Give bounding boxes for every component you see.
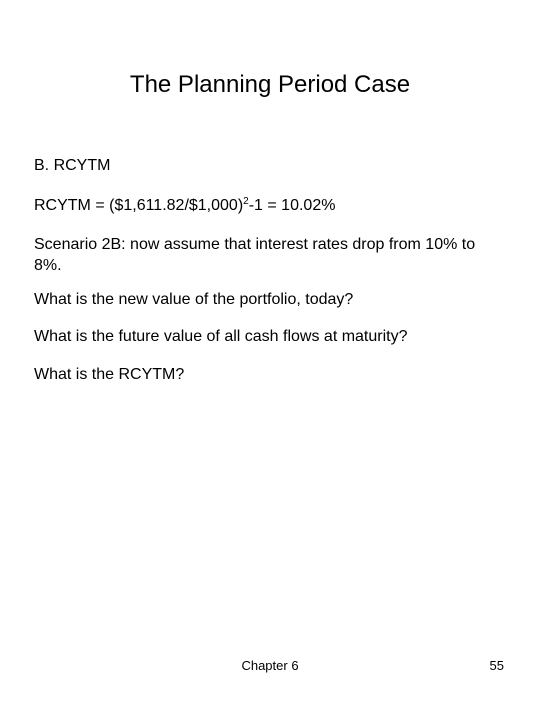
slide-title: The Planning Period Case — [129, 71, 411, 98]
question-rcytm: What is the RCYTM? — [34, 366, 185, 383]
formula-lhs: RCYTM = ($1,611.82/$1,000) — [34, 197, 244, 214]
formula-rhs: -1 = 10.02% — [248, 197, 336, 214]
section-label: B. RCYTM — [34, 157, 111, 174]
footer-chapter: Chapter 6 — [241, 658, 299, 673]
formula-exponent: 2 — [243, 196, 249, 207]
question-portfolio-value: What is the new value of the portfolio, today? — [34, 291, 354, 308]
scenario-text: Scenario 2B: now assume that interest rates drop from 10% to 8%. — [34, 236, 476, 274]
question-future-value: What is the future value of all cash flows at maturity? — [34, 328, 408, 345]
rcytm-formula — [34, 195, 504, 216]
page-number: 55 — [489, 658, 504, 673]
